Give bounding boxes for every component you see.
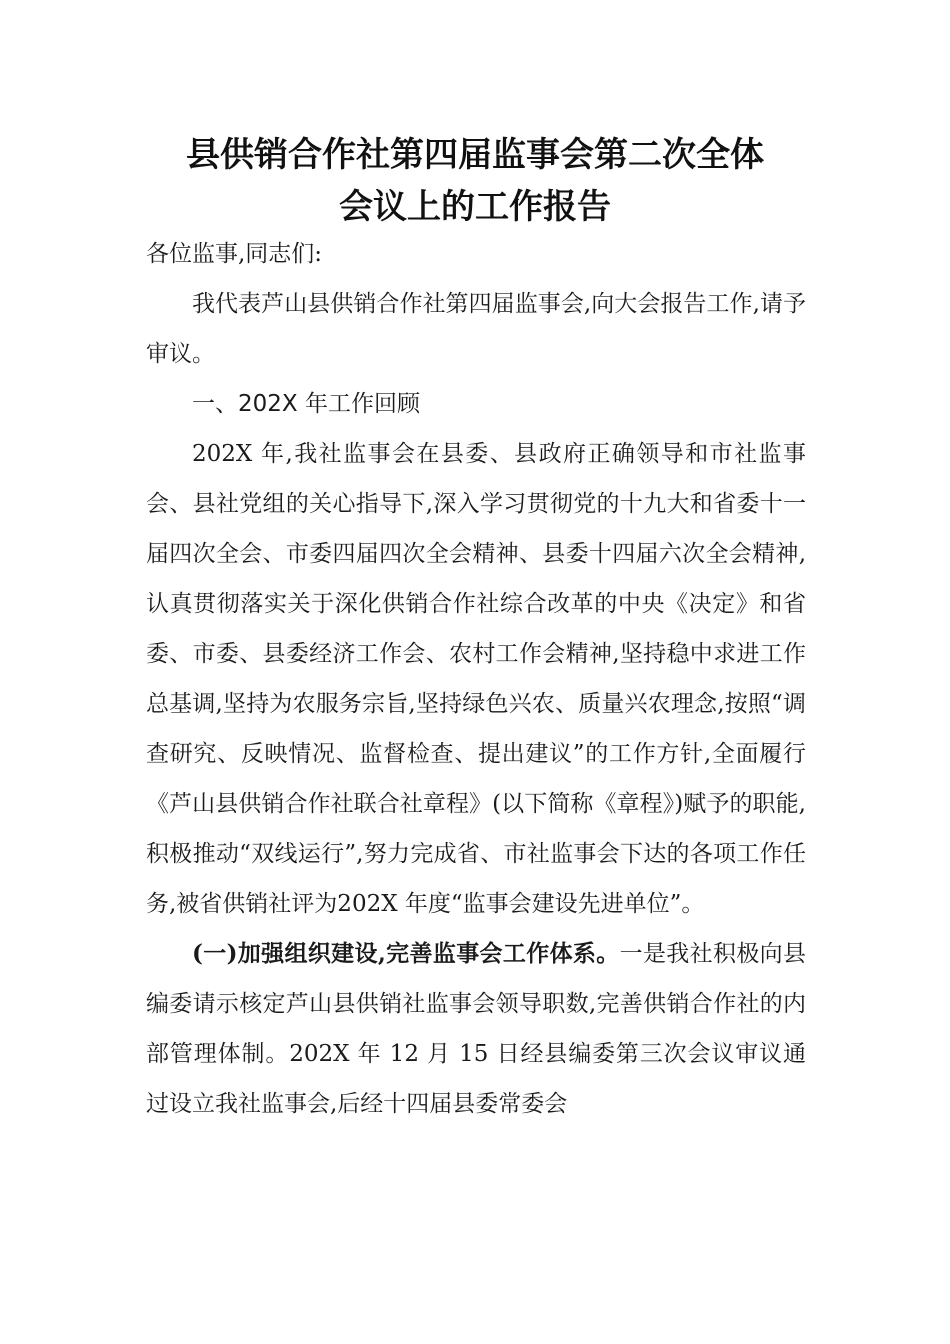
- section-heading: 一、202X 年工作回顾: [192, 391, 420, 417]
- document-body: [146, 229, 806, 1129]
- document-title-line1: 县供销合作社第四届监事会第二次全体: [186, 135, 764, 175]
- subsection-text: 一是我社积极向县编委请示核定芦山县供销社监事会领导职数,完善供销合作社的内部管理体制。202X 年 12 月 15 日经县编委第三次会议审议通过设立我社监事会,后经十四届县委常委会: [146, 941, 806, 1117]
- section-paragraph: 202X 年,我社监事会在县委、县政府正确领导和市社监事会、县社党组的关心指导下,深入学习贯彻党的十九大和省委十一届四次全会、市委四届四次全会精神、县委十四届六次全会精神,认真贯彻落实关于深化供销合作社综合改革的中央《决定》和省委、市委、县委经济工作会、农村工作会精神,坚持稳中求进工作总基调,坚持为农服务宗旨,坚持绿色兴农、质量兴农理念,按照“调查研究、反映情况、监督检查、提出建议”的工作方针,全面履行《芦山县供销合作社联合社章程》(以下简称《章程》)赋予的职能,积极推动“双线运行”,努力完成省、市社监事会下达的各项工作任务,被省供销社评为202X 年度“监事会建设先进单位”。: [146, 441, 806, 917]
- intro-paragraph: 我代表芦山县供销合作社第四届监事会,向大会报告工作,请予审议。: [146, 291, 806, 367]
- subsection-paragraph: [146, 929, 806, 1129]
- salutation: 各位监事,同志们:: [146, 241, 323, 267]
- document-title-line2: 会议上的工作报告: [339, 187, 611, 227]
- subsection-lead: (一)加强组织建设,完善监事会工作体系。: [192, 940, 620, 967]
